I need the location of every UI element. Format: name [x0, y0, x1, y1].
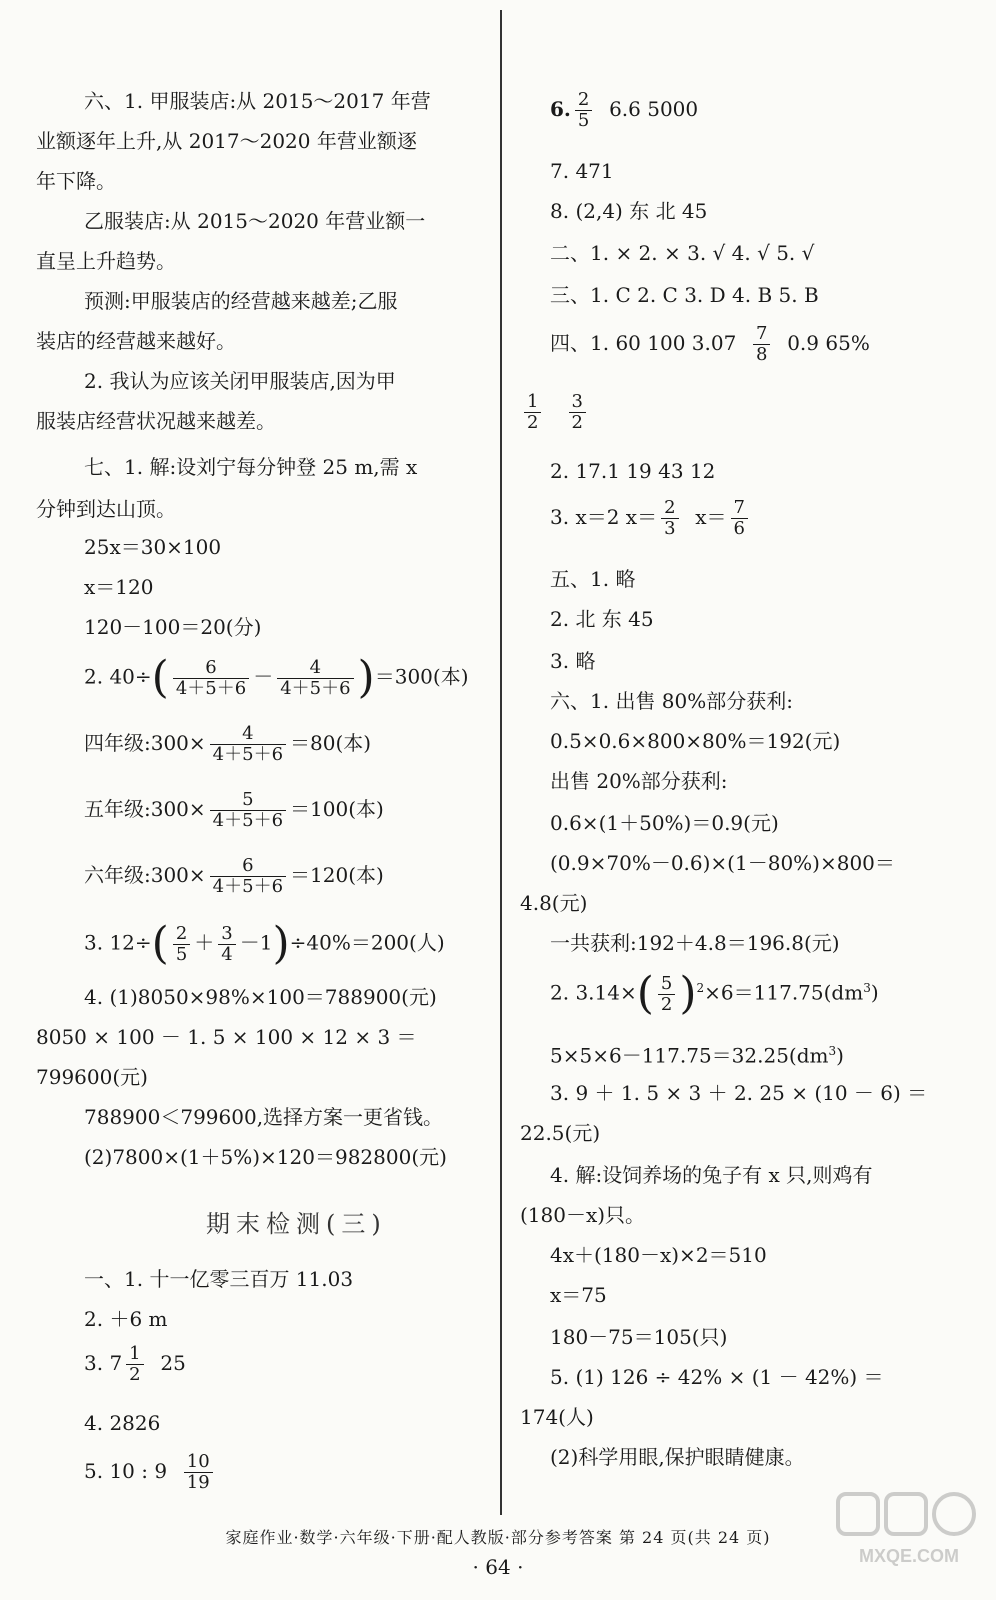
denominator: 5 — [575, 110, 592, 131]
equation — [550, 1036, 844, 1071]
numerator: 2 — [577, 89, 590, 110]
text-line: 五、1. 略 — [550, 567, 636, 591]
expr-part: ＝120(本) — [290, 863, 384, 887]
text-line: (2)科学用眼,保护眼睛健康。 — [550, 1445, 805, 1469]
numerator: 1 — [129, 1343, 141, 1364]
text-line: 预测:甲服装店的经营越来越差;乙服 — [84, 289, 398, 313]
equation: 25x＝30×100 — [84, 535, 222, 559]
denominator: 8 — [753, 344, 770, 365]
paren: ) — [679, 968, 697, 1019]
equation: 4. (1)8050×98%×100＝788900(元) — [84, 985, 437, 1009]
text-line: 2. 17.1 19 43 12 — [550, 459, 716, 483]
fraction — [210, 724, 286, 765]
expr-part: ×6＝117.75(dm — [704, 980, 864, 1005]
numerator: 2 — [664, 497, 676, 518]
equation: 799600(元) — [36, 1065, 148, 1089]
fraction — [126, 1344, 143, 1385]
expr-part: 2. 40÷ — [84, 664, 152, 689]
fraction-row — [520, 392, 590, 433]
expr-part: 五年级:300× — [84, 797, 206, 821]
equation: 120－100＝20(分) — [84, 615, 262, 639]
equation-fraction — [550, 90, 698, 131]
equation: 一共获利:192＋4.8＝196.8(元) — [550, 931, 840, 955]
denominator: 4＋5＋6 — [210, 810, 286, 831]
text-line: 788900＜799600,选择方案一更省钱。 — [84, 1105, 444, 1129]
equation: 3. 9 ＋ 1. 5 × 3 ＋ 2. 25 × (10 － 6) ＝ — [550, 1081, 928, 1105]
text-line: 7. 471 — [550, 159, 614, 183]
equation-fraction — [550, 498, 752, 539]
denominator: 3 — [661, 518, 678, 539]
equation: (0.9×70%－0.6)×(1－80%)×800＝ — [550, 851, 895, 875]
text-line: 乙服装店:从 2015～2020 年营业额一 — [84, 209, 426, 233]
expr-part: 四、1. 60 100 3.07 — [550, 331, 737, 355]
denominator: 6 — [731, 518, 748, 539]
equation: x＝75 — [550, 1283, 607, 1307]
fraction — [184, 1452, 213, 1493]
fraction — [173, 924, 190, 965]
expr-part: 3. 12÷ — [84, 930, 152, 955]
section-heading: 期末检测(三) — [206, 1210, 387, 1238]
fraction — [569, 392, 586, 433]
watermark-logo — [834, 1490, 984, 1570]
text-line: 2. ＋6 m — [84, 1307, 168, 1331]
fraction — [210, 856, 286, 897]
text-line: 七、1. 解:设刘宁每分钟登 25 m,需 x — [84, 455, 418, 479]
text-line: 业额逐年上升,从 2017～2020 年营业额逐 — [36, 129, 417, 153]
paren: ) — [357, 652, 375, 703]
expr-part: 5. 10 : 9 — [84, 1459, 168, 1483]
fraction — [218, 924, 235, 965]
fraction — [575, 90, 592, 131]
numerator: 1 — [527, 391, 539, 412]
text-line: 分钟到达山顶。 — [36, 497, 176, 521]
fraction — [658, 974, 675, 1015]
exponent: 3 — [863, 980, 871, 995]
equation: (2)7800×(1＋5%)×120＝982800(元) — [84, 1145, 447, 1169]
expr-part: x＝ — [695, 505, 727, 529]
equation: 0.5×0.6×800×80%＝192(元) — [550, 729, 841, 753]
equation: 0.6×(1＋50%)＝0.9(元) — [550, 811, 779, 835]
equation-fraction: 3. 12÷( $\frac{2}{5}$ ＋ $\frac{3}{4}$ －1)÷40%＝200(人) — [84, 918, 445, 969]
denominator: 2 — [569, 412, 586, 433]
numerator: 6 — [205, 656, 217, 678]
expr-part: 2. 3.14× — [550, 980, 637, 1005]
equation-fraction — [84, 1344, 186, 1385]
text-line: 六、1. 出售 80%部分获利: — [550, 689, 793, 713]
denominator: 5 — [173, 944, 190, 965]
expr-part: 四年级:300× — [84, 731, 206, 755]
equation-fraction — [550, 968, 879, 1019]
equation: 174(人) — [520, 1405, 594, 1429]
denominator: 4＋5＋6 — [210, 744, 286, 765]
paren: ) — [272, 918, 290, 969]
item-number: 6. — [550, 97, 571, 121]
text-line: 8. (2,4) 东 北 45 — [550, 199, 708, 223]
equation: 8050 × 100 － 1. 5 × 100 × 12 × 3 ＝ — [36, 1025, 417, 1049]
expr-part: 3. 7 — [84, 1351, 123, 1375]
equation-fraction — [84, 790, 384, 831]
denominator: 4＋5＋6 — [210, 876, 286, 897]
paren: ( — [151, 652, 169, 703]
text-line: 3. 略 — [550, 649, 596, 673]
numerator: 2 — [175, 922, 188, 944]
equation: 180－75＝105(只) — [550, 1325, 728, 1349]
denominator: 2 — [126, 1364, 143, 1385]
text-line: (180－x)只。 — [520, 1203, 646, 1227]
numerator: 3 — [221, 922, 233, 944]
numerator: 10 — [186, 1451, 210, 1472]
text-line: 4. 解:设饲养场的兔子有 x 只,则鸡有 — [550, 1163, 873, 1187]
denominator: 19 — [184, 1472, 213, 1493]
equation: x＝120 — [84, 575, 154, 599]
denominator: 2 — [658, 994, 675, 1015]
column-divider — [500, 10, 502, 1515]
expr-part: 25 — [160, 1351, 186, 1375]
text-line: 服装店经营状况越来越差。 — [36, 409, 276, 433]
numerator: 5 — [242, 789, 254, 810]
page-number: · 64 · — [472, 1555, 524, 1579]
denominator: 4＋5＋6 — [173, 678, 249, 699]
equation-fraction: 2. 40÷( $\frac{6}{4+5+6}$ － $\frac{4}{4+5+6}$ )＝300(本) — [84, 652, 469, 703]
equation-fraction — [550, 324, 870, 365]
equation-fraction — [84, 856, 384, 897]
fraction — [524, 392, 541, 433]
fraction — [277, 658, 353, 699]
expr-part: 0.9 65% — [787, 331, 870, 355]
numerator: 3 — [571, 391, 583, 412]
numerator: 7 — [733, 497, 745, 518]
expr-part: ＝100(本) — [290, 797, 384, 821]
fraction — [753, 324, 770, 365]
text-line: 三、1. C 2. C 3. D 4. B 5. B — [550, 283, 819, 307]
equation-fraction — [84, 1452, 217, 1493]
numerator: 4 — [309, 656, 322, 678]
equation: 5. (1) 126 ÷ 42% × (1 － 42%) ＝ — [550, 1365, 884, 1389]
page-footer: 家庭作业·数学·六年级·下册·配人教版·部分参考答案 第 24 页(共 24 页) — [225, 1528, 771, 1547]
text-line: 年下降。 — [36, 169, 116, 193]
expr-part: ÷40%＝200(人) — [289, 930, 445, 955]
denominator: 2 — [524, 412, 541, 433]
watermark-text: MXQE.COM — [858, 1546, 960, 1566]
expr-part: 6.6 5000 — [609, 97, 699, 121]
equation: 22.5(元) — [520, 1121, 601, 1145]
expr-part: 六年级:300× — [84, 863, 206, 887]
paren: ( — [636, 968, 654, 1019]
numerator: 7 — [756, 323, 768, 344]
fraction — [210, 790, 286, 831]
expr-part: 5×5×6－117.75＝32.25(dm — [550, 1043, 829, 1068]
text-line: 2. 我认为应该关闭甲服装店,因为甲 — [84, 369, 396, 393]
fraction — [173, 658, 249, 699]
text-line: 二、1. × 2. × 3. √ 4. √ 5. √ — [550, 241, 815, 265]
paren: ( — [151, 918, 169, 969]
text-line: 4. 2826 — [84, 1411, 161, 1435]
text-line: 六、1. 甲服装店:从 2015～2017 年营 — [84, 89, 431, 113]
expr-part: ) — [870, 980, 879, 1005]
exponent: 2 — [696, 980, 705, 995]
denominator: 4＋5＋6 — [277, 678, 353, 699]
text-line: 装店的经营越来越好。 — [36, 329, 236, 353]
text-line: 出售 20%部分获利: — [550, 769, 728, 793]
fraction — [661, 498, 678, 539]
fraction — [731, 498, 748, 539]
text-line: 2. 北 东 45 — [550, 607, 654, 631]
expr-part: 3. x＝2 x＝ — [550, 505, 658, 529]
expr-part: －1 — [239, 930, 273, 955]
equation: 4.8(元) — [520, 891, 588, 915]
expr-part: ) — [836, 1043, 844, 1068]
exponent: 3 — [828, 1044, 837, 1058]
text-line: 直呈上升趋势。 — [36, 249, 176, 273]
numerator: 6 — [242, 855, 254, 876]
equation: 4x＋(180－x)×2＝510 — [550, 1243, 767, 1267]
expr-part: ＝80(本) — [290, 731, 372, 755]
numerator: 4 — [242, 723, 254, 744]
equation-fraction — [84, 724, 371, 765]
numerator: 5 — [660, 972, 673, 994]
expr-part: ＝300(本) — [374, 664, 469, 689]
denominator: 4 — [218, 944, 235, 965]
text-line: 一、1. 十一亿零三百万 11.03 — [84, 1267, 354, 1291]
